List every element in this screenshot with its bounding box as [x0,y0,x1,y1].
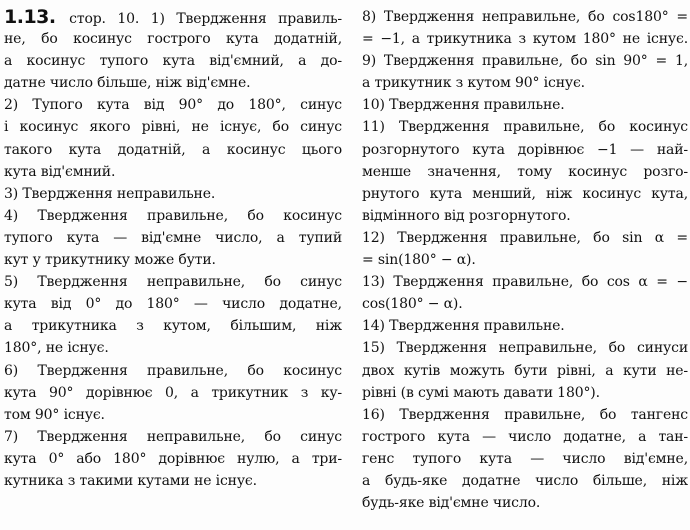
text-line: відмінного від розгорнутого. [362,207,571,224]
text-line: 6) Твердження правильне, бо косинус [4,362,342,379]
text-line: кута від'ємний. [4,163,116,180]
text-line [4,6,342,28]
text-line: 15) Твердження неправильне, бо синуси [362,340,688,357]
text-line: 3) Твердження неправильне. [4,185,216,202]
text-line: двох кутів можуть бути рівні, а кути не- [362,362,688,379]
text-line: 9) Твердження правильне, бо sin 90° = 1, [362,53,688,70]
text-line: кута 0° або 180° дорівнює нулю, а три- [4,450,342,467]
text-line: 14) Твердження правильне. [362,318,565,335]
text-line: тупого кута — від'ємне число, а тупий [4,229,342,246]
text-line: датне число більше, ніж від'ємне. [4,75,251,92]
text-line: 180°, не існує. [4,340,109,357]
exercise-number: 1.13. [4,6,56,28]
text-line: 10) Твердження правильне. [362,97,565,114]
text-line: кута від 0° до 180° — число додатне, [4,296,342,313]
text-line: 11) Твердження правильне, бо косинус [362,119,688,136]
text-line: а трикутник з кутом 90° існує. [362,75,585,92]
text-line: кут у трикутнику може бути. [4,252,216,269]
text-line: кутника з такими кутами не існує. [4,472,257,489]
text-line: а будь-яке додатне число більше, ніж [362,472,688,489]
text-line: 5) Твердження неправильне, бо синус [4,274,342,291]
text-line: а косинус тупого кута від'ємний, а до- [4,53,342,70]
text-line: cos(180° − α). [362,296,463,313]
text-line: і косинус якого рівні, не існує, бо синус [4,119,342,136]
left-column [4,6,342,492]
text-line: 2) Тупого кута від 90° до 180°, синус [4,97,342,114]
text-line: розгорнутого кута дорівнює −1 — най- [362,141,688,158]
text-line: не, бо косинус гострого кута додатній, [4,31,342,48]
text-line: 7) Твердження неправильне, бо синус [4,428,342,445]
text-line: 12) Твердження правильне, бо sin α = [362,229,688,246]
text-line: = −1, а трикутника з кутом 180° не існує. [362,31,688,48]
line-text: стор. 10. 1) Твердження правиль- [69,11,342,27]
text-line: такого кута додатній, а косинус цього [4,141,342,158]
text-line: 8) Твердження неправильне, бо cos180° = [362,9,688,25]
text-line: будь-яке від'ємне число. [362,495,541,512]
right-column [362,6,688,514]
text-line: 13) Твердження правильне, бо cos α = − [362,274,688,291]
text-line: рівні (в сумі мають давати 180°). [362,384,600,401]
text-line: рнутого кута менший, ніж косинус кута, [362,185,688,202]
text-line: 16) Твердження правильне, бо тангенс [362,406,688,423]
text-line: = sin(180° − α). [362,252,476,269]
text-line: том 90° існує. [4,406,105,423]
text-line: 4) Твердження правильне, бо косинус [4,207,342,224]
text-line: кута 90° дорівнює 0, а трикутник з ку- [4,384,342,401]
text-line: гострого кута — число додатне, а тан- [362,428,688,445]
text-line: генс тупого кута — число від'ємне, [362,450,688,467]
text-line: менше значення, тому косинус розго- [362,163,688,180]
text-line: а трикутника з кутом, більшим, ніж [4,318,342,335]
